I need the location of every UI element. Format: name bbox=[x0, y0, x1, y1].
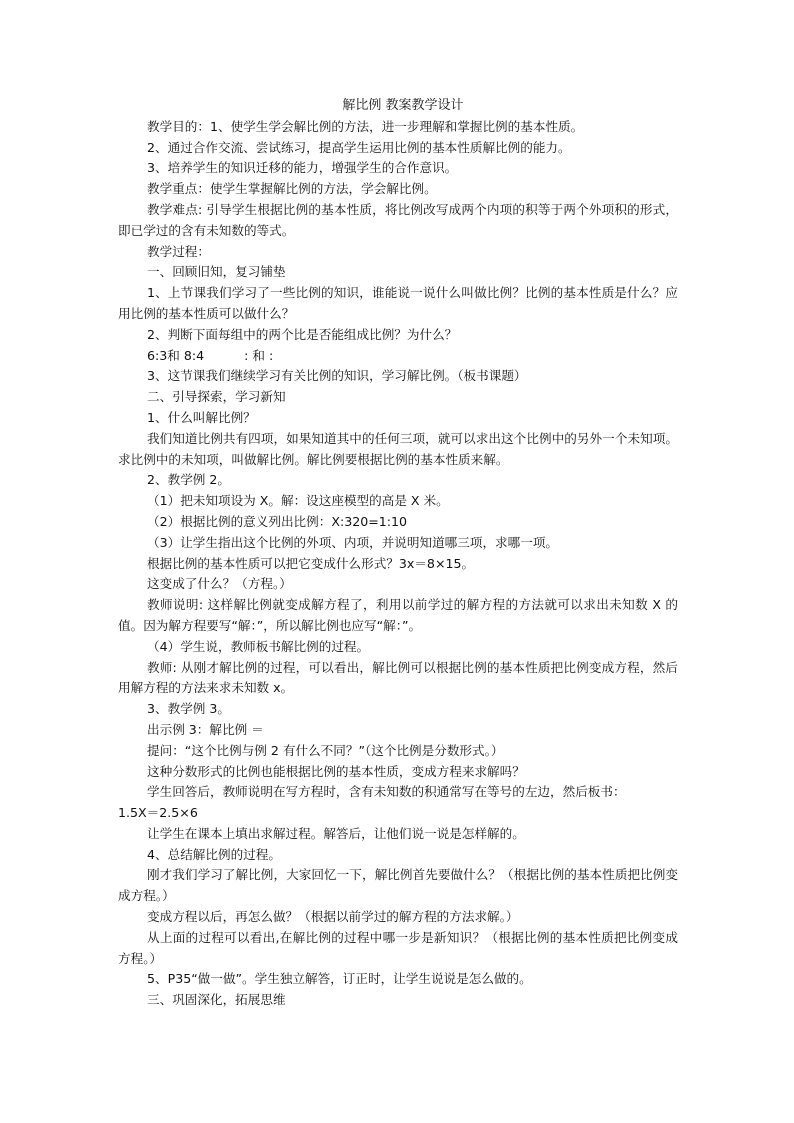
paragraph: 5、P35“做一做”。学生独立解答，订正时，让学生说说是怎么做的。 bbox=[147, 971, 532, 987]
paragraph: 教学过程： bbox=[147, 243, 210, 259]
paragraph: 教学目的：1、使学生学会解比例的方法，进一步理解和掌握比例的基本性质。 bbox=[147, 118, 584, 134]
section-heading: 二、引导探索，学习新知 bbox=[147, 389, 286, 405]
paragraph: （1）把未知项设为 X。解：设这座模型的高是 X 米。 bbox=[147, 493, 449, 509]
paragraph: 学生回答后，教师说明在写方程时，含有未知数的积通常写在等号的左边，然后板书： bbox=[147, 784, 626, 800]
paragraph: （2）根据比例的意义列出比例：X:320=1:10 bbox=[147, 513, 408, 529]
paragraph: 2、通过合作交流、尝试练习，提高学生运用比例的基本性质解比例的能力。 bbox=[147, 139, 571, 155]
paragraph: 3、这节课我们继续学习有关比例的知识，学习解比例。（板书课题） bbox=[147, 368, 527, 384]
paragraph: 1、什么叫解比例？ bbox=[147, 409, 256, 425]
paragraph: 我们知道比例共有四项，如果知道其中的任何三项，就可以求出这个比例中的另外一个未知项。求比例中的未知项，叫做解比例。解比例要根据比例的基本性质来解。 bbox=[118, 430, 678, 467]
paragraph: 2、教学例 2。 bbox=[147, 472, 230, 488]
document-page bbox=[118, 96, 678, 1011]
paragraph: 让学生在课本上填出求解过程。解答后，让他们说一说是怎样解的。 bbox=[147, 825, 525, 841]
paragraph: 3、教学例 3。 bbox=[147, 701, 230, 717]
paragraph: 根据比例的基本性质可以把它变成什么形式？3x＝8×15。 bbox=[147, 555, 475, 571]
section-heading: 三、巩固深化，拓展思维 bbox=[147, 992, 286, 1008]
paragraph: 6:3和 8:4 : 和 : bbox=[147, 347, 274, 363]
paragraph: 4、总结解比例的过程。 bbox=[147, 846, 281, 862]
paragraph: 这变成了什么？（方程。） bbox=[147, 576, 292, 592]
paragraph: （3）让学生指出这个比例的外项、内项，并说明知道哪三项，求哪一项。 bbox=[147, 534, 559, 550]
document-title: 解比例 教案教学设计 bbox=[342, 98, 464, 113]
paragraph: 变成方程以后，再怎么做？（根据以前学过的解方程的方法求解。） bbox=[147, 909, 519, 925]
paragraph: （4）学生说，教师板书解比例的过程。 bbox=[147, 638, 370, 654]
section-heading: 一、回顾旧知，复习铺垫 bbox=[147, 264, 286, 280]
paragraph: 提问：“这个比例与例 2 有什么不同？”（这个比例是分数形式。） bbox=[147, 742, 504, 758]
paragraph: 教学重点：使学生掌握解比例的方法，学会解比例。 bbox=[147, 181, 437, 197]
paragraph: 1.5X＝2.5×6 bbox=[118, 805, 198, 821]
paragraph: 出示例 3：解比例 ＝ bbox=[147, 721, 264, 737]
paragraph: 3、培养学生的知识迁移的能力，增强学生的合作意识。 bbox=[147, 160, 458, 176]
paragraph: 这种分数形式的比例也能根据比例的基本性质，变成方程来求解吗？ bbox=[147, 763, 525, 779]
paragraph: 教师说明: 这样解比例就变成解方程了，利用以前学过的解方程的方法就可以求出未知数 X 的值。因为解方程要写“解：”，所以解比例也应写“解：”。 bbox=[118, 597, 678, 633]
paragraph: 从上面的过程可以看出,在解比例的过程中哪一步是新知识？（根据比例的基本性质把比例变成方程。） bbox=[118, 929, 678, 966]
paragraph: 2、判断下面每组中的两个比是否能组成比例？为什么？ bbox=[147, 326, 458, 342]
paragraph: 教师: 从刚才解比例的过程，可以看出，解比例可以根据比例的基本性质把比例变成方程，然后用解方程的方法来求未知数 x。 bbox=[118, 659, 678, 696]
paragraph: 1、上节课我们学习了一些比例的知识，谁能说一说什么叫做比例？比例的基本性质是什么？应用比例的基本性质可以做什么？ bbox=[118, 285, 678, 321]
paragraph: 教学难点: 引导学生根据比例的基本性质，将比例改写成两个内项的积等于两个外项积的形式，即已学过的含有未知数的等式。 bbox=[118, 201, 678, 238]
paragraph: 刚才我们学习了解比例，大家回忆一下，解比例首先要做什么？（根据比例的基本性质把比例变成方程。） bbox=[118, 867, 678, 904]
